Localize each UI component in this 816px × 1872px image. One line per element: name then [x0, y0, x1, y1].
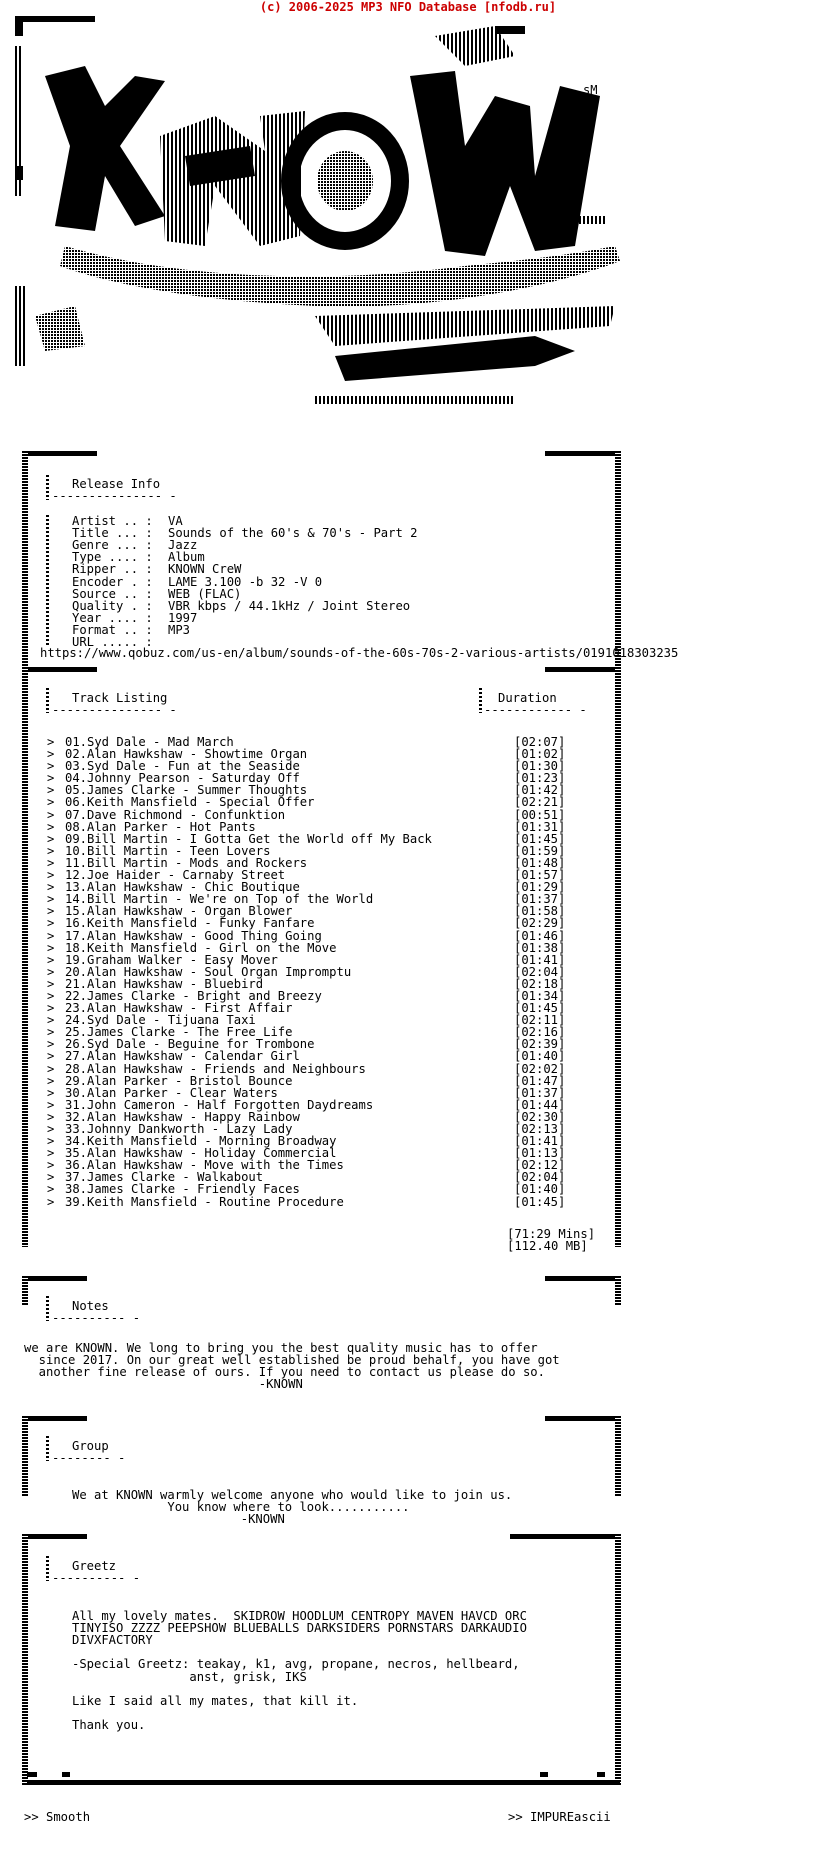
frame-pipe: [46, 688, 49, 713]
track-duration: [01:37]: [514, 892, 566, 907]
field-value: Sounds of the 60's & 70's - Part 2: [168, 526, 418, 541]
track-title: 21.Alan Hawkshaw - Bluebird: [65, 976, 264, 991]
track-duration: [01:34]: [514, 988, 566, 1003]
frame-right-border: [615, 451, 621, 666]
track-duration: [02:07]: [514, 735, 566, 749]
track-row: [47, 1063, 577, 1075]
track-bullet-icon: >: [47, 1037, 55, 1052]
frame-corner: [62, 1772, 70, 1777]
frame-pipe: [46, 1296, 49, 1321]
field-value: KNOWN CreW: [168, 562, 242, 577]
track-title: 09.Bill Martin - I Gotta Get the World off My Back: [65, 831, 432, 846]
group-heading: Group: [72, 1439, 109, 1453]
track-duration: [02:16]: [514, 1025, 566, 1040]
track-duration: [01:02]: [514, 747, 566, 762]
frame-right-border: [615, 1416, 621, 1496]
track-duration: [01:57]: [514, 868, 566, 883]
track-title: 12.Joe Haider - Carnaby Street: [65, 868, 286, 883]
greetz-line: Like I said all my mates, that kill it.: [72, 1693, 359, 1708]
frame-corner: [27, 1276, 87, 1281]
field-label: Ripper .. :: [72, 562, 153, 577]
total-size: [112.40 MB]: [507, 1239, 588, 1253]
footer-right: >> IMPUREascii: [508, 1810, 611, 1824]
track-bullet-icon: >: [47, 819, 55, 834]
track-bullet-icon: >: [47, 988, 55, 1003]
field-label: Type .... :: [72, 550, 153, 565]
frame-pipe: [46, 1556, 49, 1581]
track-title: 10.Bill Martin - Teen Lovers: [65, 843, 271, 858]
track-duration: [02:21]: [514, 795, 566, 810]
track-duration: [01:42]: [514, 783, 566, 798]
known-ascii-logo: [15, 16, 625, 416]
track-title: 33.Johnny Dankworth - Lazy Lady: [65, 1122, 293, 1136]
greetz-heading: Greetz: [72, 1559, 117, 1573]
track-bullet-icon: >: [47, 771, 55, 786]
field-value: MP3: [168, 622, 191, 637]
field-label: Title ... :: [72, 526, 153, 541]
track-duration: [01:58]: [514, 904, 566, 919]
field-label: Encoder . :: [72, 574, 153, 589]
track-duration: [02:30]: [514, 1109, 566, 1124]
track-bullet-icon: >: [47, 1134, 55, 1149]
track-duration: [01:40]: [514, 1049, 566, 1064]
greetz-line: anst, grisk, IKS: [72, 1669, 307, 1684]
track-title: 06.Keith Mansfield - Special Offer: [65, 795, 315, 810]
track-title: 25.James Clarke - The Free Life: [65, 1025, 293, 1040]
track-title: 11.Bill Martin - Mods and Rockers: [65, 855, 308, 870]
track-duration: [01:48]: [514, 855, 566, 870]
track-title: 17.Alan Hawkshaw - Good Thing Going: [65, 928, 322, 943]
track-duration: [02:29]: [514, 916, 566, 931]
notes-underline: ---------- -: [52, 1311, 141, 1325]
frame-corner: [27, 1772, 37, 1777]
track-title: 07.Dave Richmond - Confunktion: [65, 807, 286, 822]
track-duration: [02:18]: [514, 976, 566, 991]
track-title: 04.Johnny Pearson - Saturday Off: [65, 771, 300, 786]
nfodb-credit[interactable]: (c) 2006-2025 MP3 NFO Database [nfodb.ru]: [259, 0, 557, 14]
track-duration: [01:37]: [514, 1085, 566, 1100]
frame-corner: [545, 1276, 620, 1281]
field-value: WEB (FLAC): [168, 586, 242, 601]
frame-left-border: [22, 1276, 28, 1306]
track-duration: [01:41]: [514, 1134, 566, 1149]
track-duration: [00:51]: [514, 807, 566, 822]
track-duration: [01:45]: [514, 1194, 566, 1209]
track-bullet-icon: >: [47, 843, 55, 858]
track-title: 02.Alan Hawkshaw - Showtime Organ: [65, 747, 308, 762]
track-bullet-icon: >: [47, 1061, 55, 1076]
track-duration: [01:38]: [514, 940, 566, 955]
track-row: [47, 930, 577, 942]
frame-left-border: [22, 451, 28, 666]
notes-heading: Notes: [72, 1299, 109, 1313]
track-duration: [01:29]: [514, 880, 566, 895]
release-url[interactable]: https://www.qobuz.com/us-en/album/sounds-of-the-60s-70s-2-various-artists/0191018303235: [40, 646, 679, 660]
greetz-line: TINYISO ZZZZ PEEPSHOW BLUEBALLS DARKSIDERS PORNSTARS DARKAUDIO: [72, 1621, 527, 1636]
track-bullet-icon: >: [47, 880, 55, 895]
track-row: [47, 1050, 577, 1062]
track-row: [47, 821, 577, 833]
track-title: 14.Bill Martin - We're on Top of the World: [65, 892, 374, 907]
track-bullet-icon: >: [47, 952, 55, 967]
track-title: 26.Syd Dale - Beguine for Trombone: [65, 1037, 315, 1052]
frame-corner: [545, 451, 620, 456]
track-bullet-icon: >: [47, 1109, 55, 1124]
track-duration: [02:11]: [514, 1013, 566, 1028]
frame-pipe: [46, 475, 49, 500]
track-title: 05.James Clarke - Summer Thoughts: [65, 783, 308, 798]
track-duration: [02:12]: [514, 1158, 566, 1173]
track-bullet-icon: >: [47, 759, 55, 774]
track-bullet-icon: >: [47, 964, 55, 979]
track-row: [47, 1075, 577, 1087]
field-label: URL ..... :: [72, 635, 153, 649]
greetz-line: DIVXFACTORY: [72, 1633, 153, 1648]
track-duration: [01:30]: [514, 759, 566, 774]
frame-left-border: [22, 667, 28, 1247]
track-bullet-icon: >: [47, 1049, 55, 1064]
field-value: VA: [168, 514, 183, 528]
track-title: 24.Syd Dale - Tijuana Taxi: [65, 1013, 256, 1028]
field-label: Year .... :: [72, 610, 153, 625]
track-duration: [02:39]: [514, 1037, 566, 1052]
track-title: 30.Alan Parker - Clear Waters: [65, 1085, 278, 1100]
notes-line: we are KNOWN. We long to bring you the best quality music has to offer: [24, 1341, 538, 1355]
track-bullet-icon: >: [47, 747, 55, 762]
track-row: [47, 1196, 577, 1208]
track-title: 08.Alan Parker - Hot Pants: [65, 819, 256, 834]
track-duration: [02:13]: [514, 1122, 566, 1136]
track-duration: [01:45]: [514, 1001, 566, 1016]
track-bullet-icon: >: [47, 1170, 55, 1185]
track-bullet-icon: >: [47, 916, 55, 931]
track-row: [47, 1183, 577, 1195]
track-bullet-icon: >: [47, 1194, 55, 1209]
track-bullet-icon: >: [47, 1085, 55, 1100]
track-listing-heading: Track Listing: [72, 691, 168, 705]
track-row: [47, 942, 577, 954]
field-label: Source .. :: [72, 586, 153, 601]
track-listing-underline: --------------- -: [52, 703, 177, 717]
track-title: 27.Alan Hawkshaw - Calendar Girl: [65, 1049, 300, 1064]
track-title: 29.Alan Parker - Bristol Bounce: [65, 1073, 293, 1088]
track-title: 03.Syd Dale - Fun at the Seaside: [65, 759, 300, 774]
field-value: LAME 3.100 -b 32 -V 0: [168, 574, 323, 589]
track-title: 38.James Clarke - Friendly Faces: [65, 1182, 300, 1197]
track-bullet-icon: >: [47, 904, 55, 919]
track-bullet-icon: >: [47, 1073, 55, 1088]
frame-pipe: [46, 1436, 49, 1461]
frame-left-border: [22, 1534, 28, 1786]
frame-right-border: [615, 1534, 621, 1786]
track-bullet-icon: >: [47, 855, 55, 870]
track-title: 34.Keith Mansfield - Morning Broadway: [65, 1134, 337, 1149]
field-value: 1997: [168, 610, 198, 625]
track-bullet-icon: >: [47, 735, 55, 749]
track-bullet-icon: >: [47, 1097, 55, 1112]
track-duration: [01:23]: [514, 771, 566, 786]
track-title: 19.Graham Walker - Easy Mover: [65, 952, 278, 967]
notes-line: since 2017. On our great well established be proud behalf, you have got: [24, 1353, 560, 1368]
track-bullet-icon: >: [47, 976, 55, 991]
track-duration: [01:45]: [514, 831, 566, 846]
track-duration: [01:13]: [514, 1146, 566, 1161]
frame-corner: [27, 1416, 87, 1421]
frame-corner: [27, 667, 97, 672]
release-info-heading: Release Info: [72, 477, 161, 491]
track-list: [47, 736, 577, 1208]
track-duration: [01:59]: [514, 843, 566, 858]
track-duration: [01:44]: [514, 1097, 566, 1112]
track-title: 32.Alan Hawkshaw - Happy Rainbow: [65, 1109, 300, 1124]
group-underline: -------- -: [52, 1451, 126, 1465]
track-duration: [02:04]: [514, 1170, 566, 1185]
track-row: [47, 796, 577, 808]
notes-line: another fine release of ours. If you need to contact us please do so.: [24, 1365, 545, 1380]
frame-pipe: [479, 688, 482, 713]
track-title: 31.John Cameron - Half Forgotten Daydreams: [65, 1097, 374, 1112]
notes-line: -KNOWN: [24, 1377, 303, 1392]
track-bullet-icon: >: [47, 1146, 55, 1161]
frame-corner: [540, 1772, 548, 1777]
frame-corner: [27, 1534, 87, 1539]
track-title: 16.Keith Mansfield - Funky Fanfare: [65, 916, 315, 931]
duration-underline: ------------ -: [484, 703, 587, 717]
group-line: -KNOWN: [72, 1512, 285, 1527]
field-value: Jazz: [168, 538, 198, 553]
frame-corner: [545, 1416, 620, 1421]
track-bullet-icon: >: [47, 1158, 55, 1173]
track-bullet-icon: >: [47, 1182, 55, 1197]
track-title: 35.Alan Hawkshaw - Holiday Commercial: [65, 1146, 337, 1161]
group-line: You know where to look...........: [72, 1500, 410, 1515]
greetz-line: -Special Greetz: teakay, k1, avg, propane, necros, hellbeard,: [72, 1657, 520, 1672]
duration-heading: Duration: [498, 691, 557, 705]
track-bullet-icon: >: [47, 795, 55, 810]
track-row: [47, 954, 577, 966]
track-bullet-icon: >: [47, 868, 55, 883]
track-row: [47, 1087, 577, 1099]
track-title: 18.Keith Mansfield - Girl on the Move: [65, 940, 337, 955]
track-title: 36.Alan Hawkshaw - Move with the Times: [65, 1158, 344, 1173]
field-label: Genre ... :: [72, 538, 153, 553]
track-bullet-icon: >: [47, 940, 55, 955]
release-info-underline: --------------- -: [52, 489, 177, 503]
track-bullet-icon: >: [47, 892, 55, 907]
frame-left-border: [22, 1416, 28, 1496]
track-title: 13.Alan Hawkshaw - Chic Boutique: [65, 880, 300, 895]
track-duration: [02:02]: [514, 1061, 566, 1076]
field-value: VBR kbps / 44.1kHz / Joint Stereo: [168, 598, 411, 613]
greetz-underline: ---------- -: [52, 1571, 141, 1585]
field-label: Format .. :: [72, 622, 153, 637]
track-duration: [01:31]: [514, 819, 566, 834]
track-bullet-icon: >: [47, 1001, 55, 1016]
group-line: We at KNOWN warmly welcome anyone who would like to join us.: [72, 1488, 513, 1502]
frame-corner: [27, 451, 97, 456]
track-bullet-icon: >: [47, 783, 55, 798]
track-bullet-icon: >: [47, 928, 55, 943]
track-title: 15.Alan Hawkshaw - Organ Blower: [65, 904, 293, 919]
frame-bottom-border: [27, 1780, 620, 1785]
track-title: 23.Alan Hawkshaw - First Affair: [65, 1001, 293, 1016]
track-duration: [01:41]: [514, 952, 566, 967]
frame-corner: [510, 1534, 620, 1539]
frame-right-border: [615, 1276, 621, 1306]
track-title: 01.Syd Dale - Mad March: [65, 735, 234, 749]
track-title: 39.Keith Mansfield - Routine Procedure: [65, 1194, 344, 1209]
track-row: [47, 917, 577, 929]
frame-corner: [597, 1772, 605, 1777]
field-label: Quality . :: [72, 598, 153, 613]
frame-corner: [545, 667, 620, 672]
field-value: Album: [168, 550, 205, 565]
track-duration: [02:04]: [514, 964, 566, 979]
track-title: 37.James Clarke - Walkabout: [65, 1170, 264, 1185]
track-row: [47, 809, 577, 821]
track-bullet-icon: >: [47, 831, 55, 846]
track-title: 22.James Clarke - Bright and Breezy: [65, 988, 322, 1003]
track-bullet-icon: >: [47, 1025, 55, 1040]
track-bullet-icon: >: [47, 807, 55, 822]
frame-right-border: [615, 667, 621, 1247]
logo-signature: sM: [583, 83, 598, 97]
greetz-line: All my lovely mates. SKIDROW HOODLUM CENTROPY MAVEN HAVCD ORC: [72, 1609, 527, 1623]
track-duration: [01:40]: [514, 1182, 566, 1197]
track-bullet-icon: >: [47, 1122, 55, 1136]
footer-left: >> Smooth: [24, 1810, 91, 1824]
greetz-line: Thank you.: [72, 1717, 146, 1732]
field-label: Artist .. :: [72, 514, 153, 528]
track-duration: [01:46]: [514, 928, 566, 943]
track-duration: [01:47]: [514, 1073, 566, 1088]
track-title: 28.Alan Hawkshaw - Friends and Neighbours: [65, 1061, 366, 1076]
frame-pipe: [46, 515, 49, 645]
track-title: 20.Alan Hawkshaw - Soul Organ Impromptu: [65, 964, 352, 979]
total-time: [71:29 Mins]: [507, 1227, 596, 1241]
track-bullet-icon: >: [47, 1013, 55, 1028]
